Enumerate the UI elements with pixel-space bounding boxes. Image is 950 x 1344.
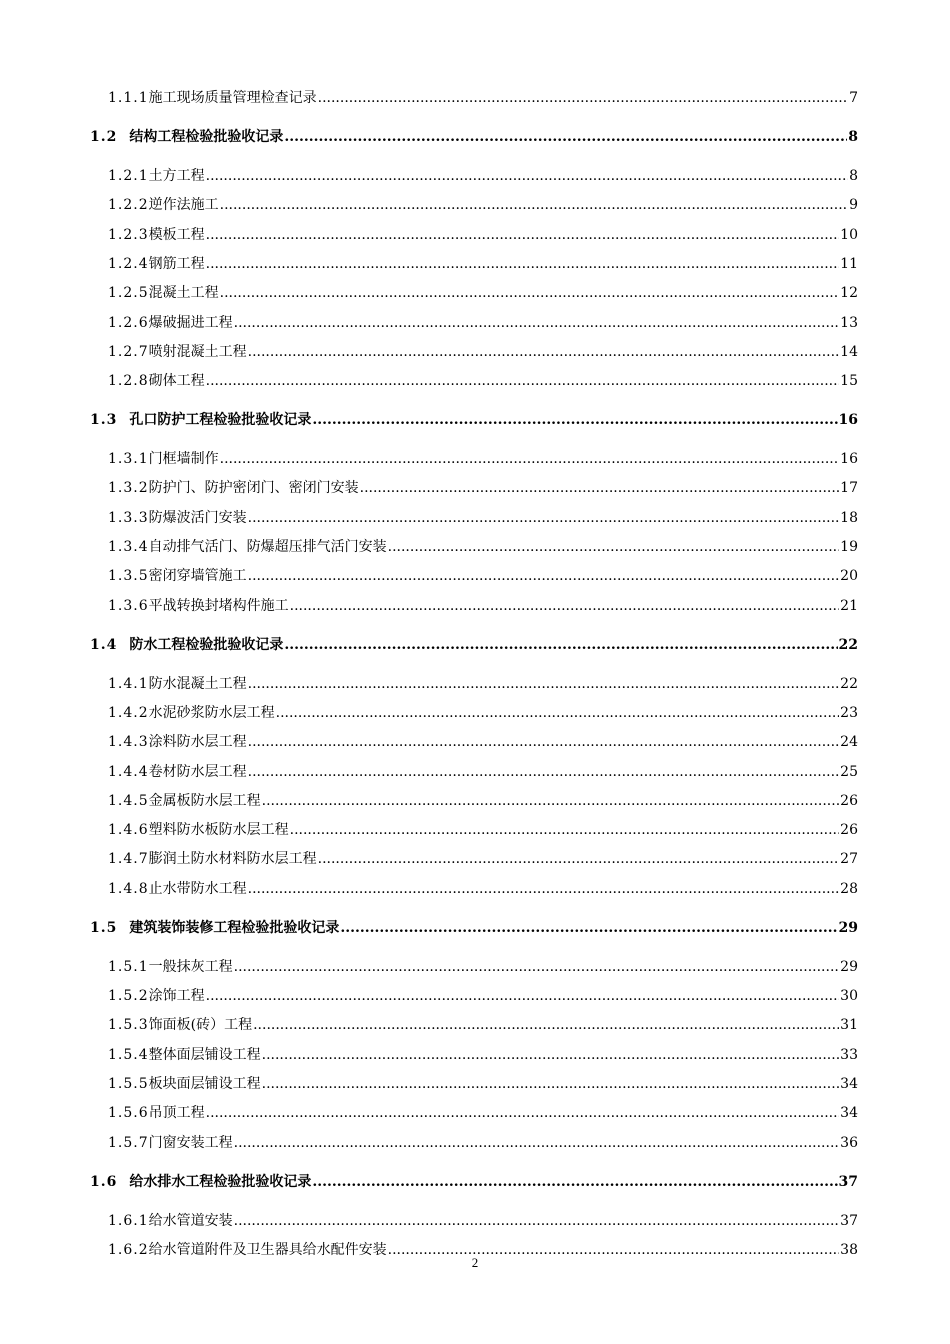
toc-entry-title: 止水带防水工程: [148, 880, 247, 897]
toc-section-entry[interactable]: [90, 919, 858, 937]
toc-dot-leader: [234, 1212, 840, 1230]
toc-dot-leader: [262, 792, 840, 810]
toc-dot-leader: [262, 1046, 840, 1064]
toc-entry-page: 10: [840, 226, 858, 243]
toc-entry-number: 1.2.5: [108, 285, 149, 302]
toc-entry-number: 1.6.1: [108, 1212, 149, 1229]
toc-section-entry[interactable]: [90, 1173, 858, 1191]
toc-entry[interactable]: [108, 226, 858, 244]
toc-dot-leader: [248, 675, 840, 693]
toc-dot-leader: [284, 636, 837, 654]
toc-entry-title: 金属板防水层工程: [148, 792, 261, 809]
toc-entry-title: 混凝土工程: [148, 285, 219, 302]
toc-entry-number: 1.2.7: [108, 343, 149, 360]
toc-entry-number: 1.4.6: [108, 822, 149, 839]
toc-entry-page: 31: [840, 1017, 858, 1034]
toc-dot-leader: [206, 987, 840, 1005]
toc-entry-page: 28: [840, 880, 858, 897]
toc-entry-title: 爆破掘进工程: [148, 314, 233, 331]
toc-dot-leader: [248, 880, 840, 898]
toc-entry-number: 1.3.4: [108, 539, 149, 555]
toc-entry-title: 防水工程检验批验收记录: [129, 636, 284, 653]
toc-entry-number: 1.3.3: [108, 509, 149, 526]
toc-dot-leader: [318, 89, 848, 107]
toc-entry[interactable]: [108, 509, 858, 527]
toc-entry[interactable]: [108, 733, 858, 751]
toc-entry[interactable]: [108, 1104, 858, 1122]
toc-entry-title: 砌体工程: [148, 373, 205, 390]
toc-entry-page: 37: [840, 1212, 858, 1229]
toc-entry-page: 21: [840, 597, 858, 614]
toc-dot-leader: [206, 372, 840, 390]
toc-entry[interactable]: [108, 372, 858, 390]
toc-entry-title: 平战转换封堵构件施工: [148, 597, 289, 614]
toc-entry-page: 8: [849, 168, 858, 184]
toc-dot-leader: [360, 479, 840, 497]
toc-entry-number: 1.4: [90, 636, 118, 653]
toc-entry[interactable]: [108, 597, 858, 615]
toc-entry[interactable]: [108, 196, 858, 214]
toc-section-entry[interactable]: [90, 636, 858, 654]
toc-entry-number: 1.4.4: [108, 763, 149, 780]
toc-entry-page: 15: [840, 373, 858, 390]
toc-entry-page: 19: [840, 539, 858, 555]
toc-entry-page: 26: [840, 792, 858, 809]
toc-entry[interactable]: [108, 1046, 858, 1064]
toc-entry-title: 涂饰工程: [148, 988, 205, 1004]
toc-entry[interactable]: [108, 958, 858, 976]
toc-entry-title: 自动排气活门、防爆超压排气活门安装: [148, 539, 387, 555]
toc-dot-leader: [312, 411, 837, 429]
toc-entry-title: 饰面板(砖）工程: [148, 1017, 253, 1034]
toc-entry[interactable]: [108, 850, 858, 868]
toc-entry[interactable]: [108, 450, 858, 468]
toc-dot-leader: [206, 167, 848, 185]
toc-entry-page: 12: [840, 285, 858, 302]
toc-entry-number: 1.4.3: [108, 734, 149, 751]
toc-entry[interactable]: [108, 538, 858, 556]
toc-entry-page: 34: [840, 1105, 858, 1122]
toc-dot-leader: [234, 1134, 840, 1152]
toc-entry-number: 1.2.8: [108, 373, 149, 390]
toc-dot-leader: [248, 343, 840, 361]
page-number: 2: [471, 1255, 479, 1270]
toc-entry-title: 门窗安装工程: [148, 1134, 233, 1151]
toc-entry[interactable]: [108, 675, 858, 693]
toc-dot-leader: [318, 850, 840, 868]
toc-entry-title: 防爆波活门安装: [148, 509, 247, 526]
toc-entry[interactable]: [108, 880, 858, 898]
toc-entry-page: 16: [840, 451, 858, 468]
toc-entry-title: 施工现场质量管理检查记录: [148, 90, 317, 106]
toc-entry-number: 1.5.4: [108, 1046, 149, 1063]
toc-entry-title: 喷射混凝土工程: [148, 343, 247, 360]
toc-entry-title: 逆作法施工: [148, 197, 219, 214]
toc-entry-page: 16: [838, 412, 858, 429]
toc-entry-page: 11: [840, 255, 858, 272]
toc-entry-page: 20: [840, 568, 858, 585]
toc-entry-page: 36: [840, 1134, 858, 1151]
toc-entry-number: 1.5: [90, 919, 118, 936]
toc-entry[interactable]: [108, 479, 858, 497]
toc-entry-page: 14: [840, 343, 858, 360]
toc-dot-leader: [290, 821, 840, 839]
toc-entry-number: 1.4.8: [108, 880, 149, 897]
toc-entry[interactable]: [108, 89, 858, 107]
toc-entry-number: 1.5.1: [108, 958, 149, 975]
toc-entry-number: 1.6.2: [108, 1241, 149, 1258]
toc-entry-number: 1.4.2: [108, 704, 149, 721]
toc-entry-number: 1.4.1: [108, 675, 149, 692]
toc-entry[interactable]: [108, 704, 858, 722]
toc-entry-title: 门框墙制作: [148, 451, 219, 468]
toc-entry[interactable]: [108, 763, 858, 781]
toc-dot-leader: [340, 919, 837, 937]
toc-entry-page: 23: [840, 704, 858, 721]
toc-entry-number: 1.3.6: [108, 597, 149, 614]
toc-entry[interactable]: [108, 167, 858, 185]
toc-entry[interactable]: [108, 255, 858, 273]
toc-entry-page: 22: [838, 636, 858, 653]
toc-entry-number: 1.1.1: [108, 90, 149, 106]
toc-entry-title: 孔口防护工程检验批验收记录: [129, 412, 312, 429]
toc-entry-number: 1.3.2: [108, 480, 149, 497]
toc-entry[interactable]: [108, 284, 858, 302]
toc-entry-page: 29: [838, 919, 858, 936]
toc-entry[interactable]: [108, 987, 858, 1005]
toc-entry-page: 27: [840, 851, 858, 868]
toc-entry-page: 34: [840, 1075, 858, 1092]
toc-entry-number: 1.4.7: [108, 851, 149, 868]
toc-entry-title: 给水管道安装: [148, 1212, 233, 1229]
toc-entry-page: 8: [848, 129, 858, 145]
toc-dot-leader: [248, 733, 840, 751]
toc-entry-page: 18: [840, 509, 858, 526]
toc-entry-number: 1.2.1: [108, 168, 149, 184]
toc-entry[interactable]: [108, 821, 858, 839]
toc-section-entry[interactable]: [90, 411, 858, 429]
toc-entry[interactable]: [108, 314, 858, 332]
toc-entry-title: 防护门、防护密闭门、密闭门安装: [148, 480, 359, 497]
toc-entry-number: 1.3: [90, 412, 118, 429]
toc-entry[interactable]: [108, 1212, 858, 1230]
toc-entry-title: 密闭穿墙管施工: [148, 568, 247, 585]
toc-entry-page: 38: [840, 1241, 858, 1258]
toc-entry-number: 1.3.5: [108, 568, 149, 585]
toc-entry-title: 卷材防水层工程: [148, 763, 247, 780]
toc-entry-title: 整体面层铺设工程: [148, 1046, 261, 1063]
toc-dot-leader: [290, 597, 840, 615]
toc-entry-title: 涂料防水层工程: [148, 734, 247, 751]
toc-dot-leader: [220, 284, 840, 302]
toc-entry-number: 1.2.4: [108, 255, 149, 272]
toc-entry-number: 1.2: [90, 129, 118, 145]
toc-entry-number: 1.3.1: [108, 451, 149, 468]
toc-entry[interactable]: [108, 343, 858, 361]
toc-entry-number: 1.6: [90, 1173, 118, 1190]
toc-dot-leader: [312, 1173, 837, 1191]
toc-entry-page: 22: [840, 675, 858, 692]
toc-entry-title: 膨润土防水材料防水层工程: [148, 851, 317, 868]
toc-entry-title: 板块面层铺设工程: [148, 1075, 261, 1092]
toc-dot-leader: [253, 1016, 839, 1034]
toc-entry-number: 1.5.2: [108, 988, 149, 1004]
toc-entry-title: 给水排水工程检验批验收记录: [129, 1173, 312, 1190]
toc-entry-title: 吊顶工程: [148, 1105, 205, 1122]
toc-dot-leader: [234, 314, 840, 332]
toc-entry-page: 26: [840, 822, 858, 839]
toc-entry-page: 24: [840, 734, 858, 751]
toc-entry-page: 9: [849, 197, 858, 214]
toc-section-entry[interactable]: [90, 128, 858, 146]
toc-dot-leader: [262, 1075, 840, 1093]
toc-entry-number: 1.2.3: [108, 226, 149, 243]
toc-entry-number: 1.5.5: [108, 1075, 149, 1092]
toc-entry[interactable]: [108, 1075, 858, 1093]
toc-entry-page: 13: [840, 314, 858, 331]
toc-entry-page: 33: [840, 1046, 858, 1063]
toc-dot-leader: [234, 958, 840, 976]
toc-dot-leader: [388, 538, 840, 556]
toc-entry-page: 29: [840, 958, 858, 975]
toc-dot-leader: [248, 567, 840, 585]
toc-entry-title: 模板工程: [148, 226, 205, 243]
toc-entry-title: 塑料防水板防水层工程: [148, 822, 289, 839]
toc-entry-number: 1.4.5: [108, 792, 149, 809]
toc-entry-page: 25: [840, 763, 858, 780]
toc-entry-title: 土方工程: [148, 168, 205, 184]
toc-entry[interactable]: [108, 1134, 858, 1152]
toc-entry-number: 1.5.6: [108, 1105, 149, 1122]
toc-entry-title: 水泥砂浆防水层工程: [148, 704, 275, 721]
toc-dot-leader: [206, 255, 840, 273]
toc-entry[interactable]: [108, 1016, 858, 1034]
toc-entry-number: 1.2.6: [108, 314, 149, 331]
toc-entry-title: 一般抹灰工程: [148, 958, 233, 975]
toc-entry-title: 建筑装饰装修工程检验批验收记录: [129, 919, 340, 936]
toc-dot-leader: [220, 450, 840, 468]
toc-entry-page: 37: [838, 1173, 858, 1190]
toc-entry[interactable]: [108, 567, 858, 585]
toc-entry-number: 1.5.7: [108, 1134, 149, 1151]
toc-entry-page: 17: [840, 480, 858, 497]
toc-entry-title: 结构工程检验批验收记录: [129, 129, 284, 145]
toc-dot-leader: [248, 509, 840, 527]
toc-entry-title: 防水混凝土工程: [148, 675, 247, 692]
toc-entry[interactable]: [108, 792, 858, 810]
toc-entry-page: 7: [849, 90, 858, 106]
toc-dot-leader: [220, 196, 848, 214]
toc-entry-number: 1.2.2: [108, 197, 149, 214]
toc-dot-leader: [248, 763, 840, 781]
toc-entry-title: 钢筋工程: [148, 255, 205, 272]
toc-entry-page: 30: [840, 988, 858, 1004]
toc-entry-number: 1.5.3: [108, 1017, 149, 1034]
toc-dot-leader: [206, 1104, 840, 1122]
toc-dot-leader: [206, 226, 840, 244]
toc-dot-leader: [276, 704, 840, 722]
toc-dot-leader: [284, 128, 847, 146]
toc-entry-title: 给水管道附件及卫生器具给水配件安装: [148, 1241, 387, 1258]
